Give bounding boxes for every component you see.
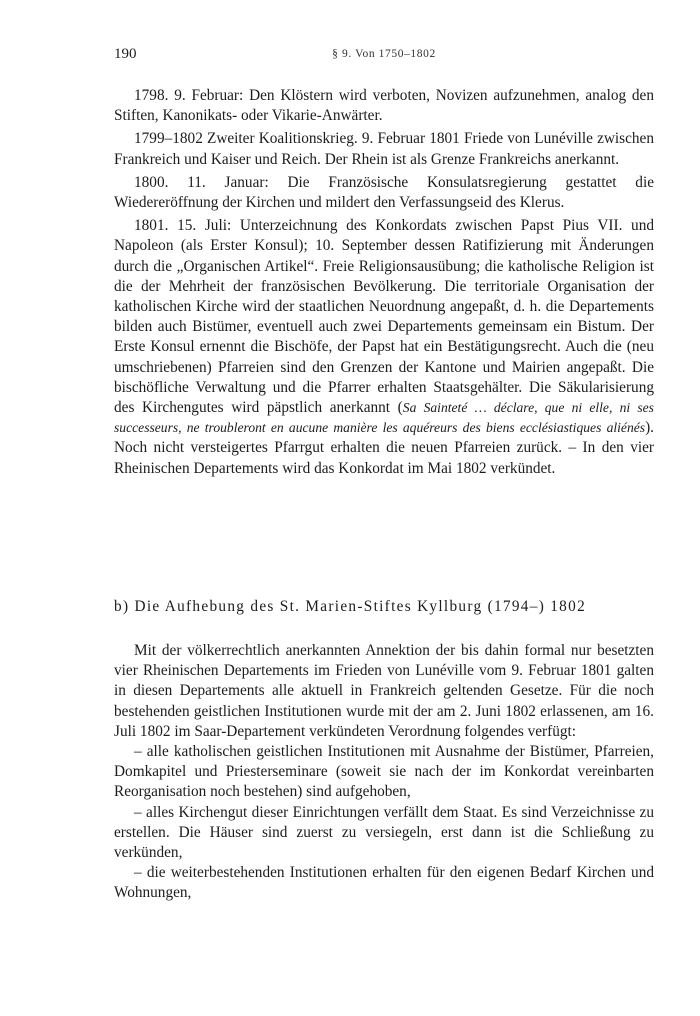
page-header [114,46,654,68]
concordat-quote: Sa Sainteté … déclare, que ni elle, ni ses successeurs, ne troubleront en aucune manière les aquéreurs des biens ecclésiastiques aliénés [114,400,654,436]
paragraph-1801-text-before: 1801. 15. Juli: Unterzeichnung des Konkordats zwischen Papst Pius VII. und Napoleon (als Erster Konsul); 10. September dessen Ratifizierung mit Änderungen durch die „Organischen Artikel“. Freie Religionsausübung; die katholische Religion ist die der Mehrheit der französischen Bevölkerung. Die territoriale Organisation der katholischen Kirche wird der staatlichen Neuordnung angepaßt, d. h. die Departements bilden auch Bistümer, eventuell auch zwei Departements gemeinsam ein Bistum. Der Erste Konsul ernennt die Bischöfe, der Papst hat ein Bestätigungsrecht. Auch die (neu umschriebenen) Pfarreien sind den Grenzen der Kantone und Mairien angepaßt. Die bischöfliche Verwaltung und die Pfarrer erhalten Staatsgehälter. Die Säkularisierung des Kirchengutes wird päpstlich anerkannt ( [114,217,654,417]
page-number: 190 [114,46,137,62]
chronology-section [114,86,654,479]
list-item-remaining-institutions: – die weiterbestehenden Institutionen erhalten für den eigenen Bedarf Kirchen und Wohnungen, [114,864,654,902]
paragraph-annexation: Mit der völkerrechtlich anerkannten Annektion der bis dahin formal nur besetzten vier Rheinischen Departements im Frieden von Lunéville vom 9. Februar 1801 galten in diesen Departements alle aktuell in Frankreich geltenden Gesetze. Für die noch bestehenden geistlichen Institutionen wurde mit der am 2. Juni 1802 erlassenen, am 16. Juli 1802 im Saar-Departement verkündeten Verordnung folgendes verfügt: [114,642,654,740]
paragraph-1800: 1800. 11. Januar: Die Französische Konsulatsregierung gestattet die Wiedereröffnung der Kirchen und mildert den Verfassungseid des Klerus. [114,173,654,212]
running-head: § 9. Von 1750–1802 [332,48,436,60]
section-heading: b) Die Aufhebung des St. Marien-Stiftes Kyllburg (1794–) 1802 [114,598,587,615]
section-b-body [114,641,654,904]
list-item-church-property: – alles Kirchengut dieser Einrichtungen verfällt dem Staat. Es sind Verzeichnisse zu erstellen. Die Häuser sind zuerst zu versiegeln, erst dann ist die Schließung zu verkünden, [114,803,654,862]
paragraph-1799-1802: 1799–1802 Zweiter Koalitionskrieg. 9. Februar 1801 Friede von Lunéville zwischen Frankreich und Kaiser und Reich. Der Rhein ist als Grenze Frankreichs anerkannt. [114,130,654,168]
paragraph-1801 [114,216,654,479]
list-item-institutions: – alle katholischen geistlichen Institutionen mit Ausnahme der Bistümer, Pfarreien, Domkapitel und Priesterseminare (soweit sie nach der im Konkordat vereinbarten Reorganisation noch bestehen) sind aufgehoben, [114,743,654,801]
paragraph-1801-text-after: ). Noch nicht versteigertes Pfarrgut erhalten die neuen Pfarreien zurück. – In den vier Rheinischen Departements wird das Konkordat im Mai 1802 verkündet. [114,419,654,477]
paragraph-1798: 1798. 9. Februar: Den Klöstern wird verboten, Novizen aufzunehmen, analog den Stiften, Kanonikats- oder Vikarie-Anwärter. [114,87,654,125]
